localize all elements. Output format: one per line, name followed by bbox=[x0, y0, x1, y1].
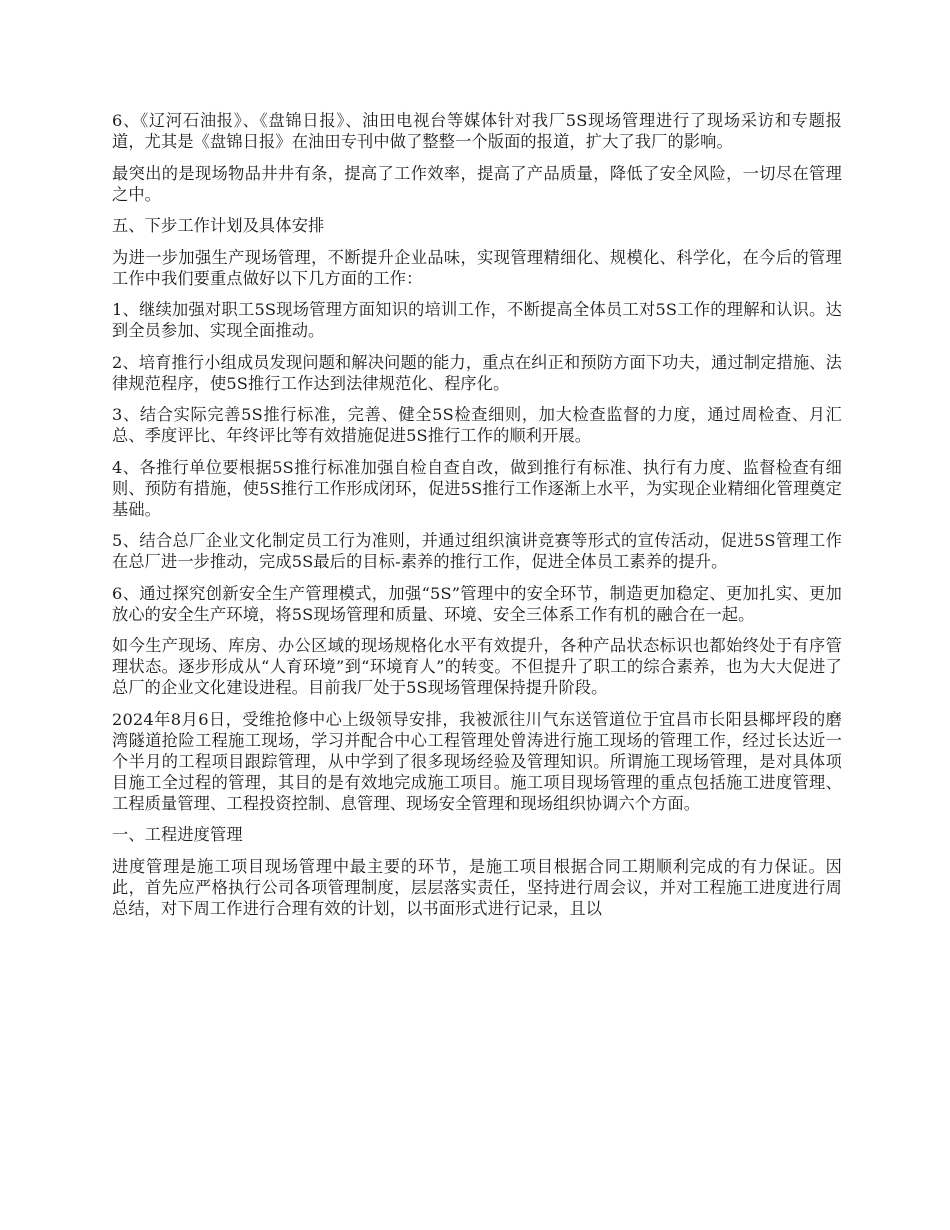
section-heading-progress-management: 一、工程进度管理 bbox=[112, 825, 243, 844]
paragraph-highlight: 最突出的是现场物品井井有条，提高了工作效率，提高了产品质量，降低了安全风险，一切尽在管理之中。 bbox=[112, 163, 842, 204]
list-item-plan-2: 2、培育推行小组成员发现问题和解决问题的能力，重点在纠正和预防方面下功夫，通过制定措施、法律规范程序，使5S推行工作达到法律规范化、程序化。 bbox=[112, 352, 842, 393]
document-body bbox=[112, 110, 842, 929]
paragraph-current-status: 如今生产现场、库房、办公区域的现场规格化水平有效提升，各种产品状态标识也都始终处于有序管理状态。逐步形成从“人育环境”到“环境育人”的转变。不但提升了职工的综合素养，也为大大促进了总厂的企业文化建设进程。目前我厂处于5S现场管理保持提升阶段。 bbox=[112, 636, 842, 697]
paragraph-site-assignment: 2024年8月6日，受维抢修中心上级领导安排，我被派往川气东送管道位于宜昌市长阳县椰坪段的磨湾隧道抢险工程施工现场，学习并配合中心工程管理处曾涛进行施工现场的管理工作，经过长达近一个半月的工程项目跟踪管理，从中学到了很多现场经验及管理知识。所谓施工现场管理，是对具体项目施工全过程的管理，其目的是有效地完成施工项目。施工项目现场管理的重点包括施工进度管理、工程质量管理、工程投资控制、息管理、现场安全管理和现场组织协调六个方面。 bbox=[112, 709, 842, 813]
list-item-plan-6: 6、通过探究创新安全生产管理模式，加强“5S”管理中的安全环节，制造更加稳定、更加扎实、更加放心的安全生产环境，将5S现场管理和质量、环境、安全三体系工作有机的融合在一起。 bbox=[112, 583, 842, 624]
list-item-plan-1: 1、继续加强对职工5S现场管理方面知识的培训工作，不断提高全体员工对5S工作的理解和认识。达到全员参加、实现全面推动。 bbox=[112, 300, 842, 340]
list-item-plan-3: 3、结合实际完善5S推行标准，完善、健全5S检查细则，加大检查监督的力度，通过周检查、月汇总、季度评比、年终评比等有效措施促进5S推行工作的顺利开展。 bbox=[112, 405, 842, 445]
list-item-plan-4: 4、各推行单位要根据5S推行标准加强自检自查自改，做到推行有标准、执行有力度、监督检查有细则、预防有措施，使5S推行工作形成闭环，促进5S推行工作逐渐上水平，为实现企业精细化管理奠定基础。 bbox=[112, 457, 842, 519]
paragraph-progress-management: 进度管理是施工项目现场管理中最主要的环节，是施工项目根据合同工期顺利完成的有力保证。因此，首先应严格执行公司各项管理制度，层层落实责任，坚持进行周会议，并对工程施工进度进行周总结，对下周工作进行合理有效的计划，以书面形式进行记录，且以 bbox=[112, 856, 842, 918]
paragraph-plan-intro: 为进一步加强生产现场管理，不断提升企业品味，实现管理精细化、规模化、科学化，在今后的管理工作中我们要重点做好以下几方面的工作： bbox=[112, 247, 842, 288]
list-item-plan-5: 5、结合总厂企业文化制定员工行为准则，并通过组织演讲竞赛等形式的宣传活动，促进5S管理工作在总厂进一步推动，完成5S最后的目标-素养的推行工作，促进全体员工素养的提升。 bbox=[112, 531, 842, 571]
section-heading-next-plan: 五、下步工作计划及具体安排 bbox=[112, 216, 325, 235]
paragraph-media-coverage: 6、《辽河石油报》、《盘锦日报》、油田电视台等媒体针对我厂5S现场管理进行了现场采访和专题报道，尤其是《盘锦日报》在油田专刊中做了整整一个版面的报道，扩大了我厂的影响。 bbox=[112, 111, 842, 151]
